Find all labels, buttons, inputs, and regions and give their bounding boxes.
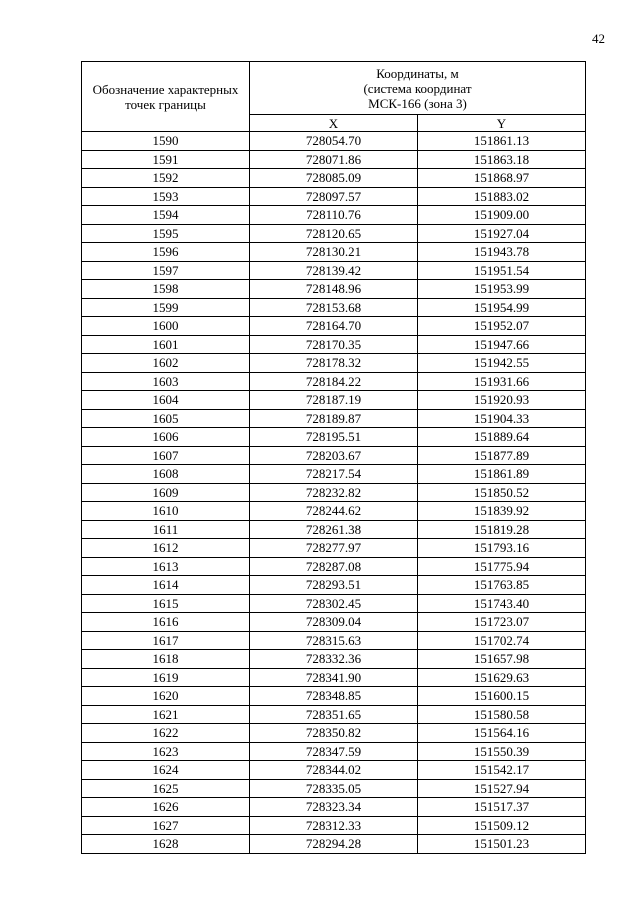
- cell-point-id: 1592: [82, 169, 250, 188]
- header-point-label: Обозначение характерных точек границы: [92, 81, 239, 112]
- cell-x: 728341.90: [250, 668, 418, 687]
- cell-x: 728312.33: [250, 816, 418, 835]
- cell-point-id: 1597: [82, 261, 250, 280]
- header-x: X: [250, 115, 418, 132]
- cell-y: 151542.17: [418, 761, 586, 780]
- table-row: [82, 298, 586, 317]
- cell-y: 151952.07: [418, 317, 586, 336]
- cell-x: 728350.82: [250, 724, 418, 743]
- cell-x: 728164.70: [250, 317, 418, 336]
- cell-y: 151775.94: [418, 557, 586, 576]
- table-row: [82, 261, 586, 280]
- cell-point-id: 1617: [82, 631, 250, 650]
- cell-y: 151564.16: [418, 724, 586, 743]
- cell-x: 728170.35: [250, 335, 418, 354]
- cell-point-id: 1608: [82, 465, 250, 484]
- cell-y: 151550.39: [418, 742, 586, 761]
- cell-y: 151904.33: [418, 409, 586, 428]
- cell-point-id: 1627: [82, 816, 250, 835]
- cell-x: 728071.86: [250, 150, 418, 169]
- table-row: [82, 761, 586, 780]
- cell-point-id: 1610: [82, 502, 250, 521]
- cell-y: 151793.16: [418, 539, 586, 558]
- cell-x: 728261.38: [250, 520, 418, 539]
- table-row: [82, 132, 586, 151]
- cell-x: 728130.21: [250, 243, 418, 262]
- table-row: [82, 687, 586, 706]
- cell-y: 151509.12: [418, 816, 586, 835]
- table-row: [82, 798, 586, 817]
- table-row: [82, 779, 586, 798]
- table-row: [82, 206, 586, 225]
- cell-point-id: 1596: [82, 243, 250, 262]
- cell-point-id: 1607: [82, 446, 250, 465]
- table-row: [82, 613, 586, 632]
- cell-y: 151839.92: [418, 502, 586, 521]
- cell-y: 151657.98: [418, 650, 586, 669]
- table-row: [82, 539, 586, 558]
- table-row: [82, 724, 586, 743]
- cell-y: 151920.93: [418, 391, 586, 410]
- cell-y: 151883.02: [418, 187, 586, 206]
- table-row: [82, 169, 586, 188]
- cell-x: 728335.05: [250, 779, 418, 798]
- cell-x: 728097.57: [250, 187, 418, 206]
- cell-y: 151743.40: [418, 594, 586, 613]
- table-row: [82, 576, 586, 595]
- cell-point-id: 1623: [82, 742, 250, 761]
- cell-point-id: 1599: [82, 298, 250, 317]
- cell-point-id: 1591: [82, 150, 250, 169]
- cell-y: 151861.89: [418, 465, 586, 484]
- cell-y: 151861.13: [418, 132, 586, 151]
- table-row: [82, 557, 586, 576]
- table-row: [82, 520, 586, 539]
- table-row: [82, 742, 586, 761]
- cell-x: 728189.87: [250, 409, 418, 428]
- cell-x: 728178.32: [250, 354, 418, 373]
- cell-y: 151763.85: [418, 576, 586, 595]
- cell-point-id: 1612: [82, 539, 250, 558]
- cell-y: 151947.66: [418, 335, 586, 354]
- header-coords-line2: (система координат: [363, 80, 472, 96]
- cell-y: 151909.00: [418, 206, 586, 225]
- cell-x: 728302.45: [250, 594, 418, 613]
- cell-x: 728120.65: [250, 224, 418, 243]
- header-point-designation: [82, 62, 250, 132]
- cell-y: 151954.99: [418, 298, 586, 317]
- cell-point-id: 1593: [82, 187, 250, 206]
- cell-y: 151931.66: [418, 372, 586, 391]
- cell-x: 728351.65: [250, 705, 418, 724]
- table-row: [82, 816, 586, 835]
- cell-y: 151600.15: [418, 687, 586, 706]
- cell-y: 151501.23: [418, 835, 586, 854]
- table-row: [82, 372, 586, 391]
- cell-point-id: 1620: [82, 687, 250, 706]
- header-y: Y: [418, 115, 586, 132]
- cell-x: 728085.09: [250, 169, 418, 188]
- cell-point-id: 1614: [82, 576, 250, 595]
- cell-point-id: 1622: [82, 724, 250, 743]
- header-coordinates: [250, 62, 586, 115]
- table-row: [82, 428, 586, 447]
- cell-x: 728332.36: [250, 650, 418, 669]
- table-header: [82, 62, 586, 132]
- table-row: [82, 594, 586, 613]
- cell-point-id: 1598: [82, 280, 250, 299]
- header-coords-line1: Координаты, м: [376, 65, 459, 81]
- cell-point-id: 1626: [82, 798, 250, 817]
- cell-point-id: 1590: [82, 132, 250, 151]
- cell-point-id: 1621: [82, 705, 250, 724]
- table-row: [82, 317, 586, 336]
- cell-x: 728344.02: [250, 761, 418, 780]
- cell-x: 728184.22: [250, 372, 418, 391]
- cell-x: 728323.34: [250, 798, 418, 817]
- cell-point-id: 1602: [82, 354, 250, 373]
- cell-y: 151527.94: [418, 779, 586, 798]
- cell-point-id: 1624: [82, 761, 250, 780]
- table-row: [82, 354, 586, 373]
- table-row: [82, 668, 586, 687]
- table-row: [82, 650, 586, 669]
- cell-y: 151953.99: [418, 280, 586, 299]
- cell-y: 151723.07: [418, 613, 586, 632]
- table-row: [82, 409, 586, 428]
- cell-x: 728309.04: [250, 613, 418, 632]
- table-row: [82, 835, 586, 854]
- table-row: [82, 150, 586, 169]
- cell-y: 151517.37: [418, 798, 586, 817]
- cell-point-id: 1601: [82, 335, 250, 354]
- table-row: [82, 502, 586, 521]
- cell-x: 728153.68: [250, 298, 418, 317]
- page-number: 42: [592, 31, 605, 46]
- cell-y: 151629.63: [418, 668, 586, 687]
- table-row: [82, 705, 586, 724]
- cell-y: 151819.28: [418, 520, 586, 539]
- cell-y: 151927.04: [418, 224, 586, 243]
- cell-x: 728217.54: [250, 465, 418, 484]
- cell-x: 728110.76: [250, 206, 418, 225]
- table-row: [82, 391, 586, 410]
- cell-point-id: 1595: [82, 224, 250, 243]
- cell-y: 151580.58: [418, 705, 586, 724]
- cell-x: 728348.85: [250, 687, 418, 706]
- cell-point-id: 1616: [82, 613, 250, 632]
- cell-x: 728244.62: [250, 502, 418, 521]
- cell-x: 728054.70: [250, 132, 418, 151]
- table-row: [82, 243, 586, 262]
- cell-point-id: 1628: [82, 835, 250, 854]
- cell-x: 728287.08: [250, 557, 418, 576]
- coordinates-table: [81, 61, 586, 854]
- cell-y: 151951.54: [418, 261, 586, 280]
- cell-point-id: 1600: [82, 317, 250, 336]
- table-body: [82, 132, 586, 854]
- table-row: [82, 465, 586, 484]
- cell-point-id: 1611: [82, 520, 250, 539]
- cell-x: 728294.28: [250, 835, 418, 854]
- table-row: [82, 446, 586, 465]
- table-row: [82, 187, 586, 206]
- table-row: [82, 224, 586, 243]
- cell-y: 151889.64: [418, 428, 586, 447]
- cell-x: 728315.63: [250, 631, 418, 650]
- cell-x: 728277.97: [250, 539, 418, 558]
- cell-y: 151863.18: [418, 150, 586, 169]
- cell-y: 151850.52: [418, 483, 586, 502]
- cell-y: 151877.89: [418, 446, 586, 465]
- cell-point-id: 1625: [82, 779, 250, 798]
- cell-y: 151702.74: [418, 631, 586, 650]
- cell-y: 151943.78: [418, 243, 586, 262]
- table-row: [82, 335, 586, 354]
- cell-x: 728148.96: [250, 280, 418, 299]
- cell-x: 728347.59: [250, 742, 418, 761]
- table-row: [82, 483, 586, 502]
- cell-point-id: 1615: [82, 594, 250, 613]
- cell-x: 728232.82: [250, 483, 418, 502]
- cell-point-id: 1603: [82, 372, 250, 391]
- header-coords-line3: МСК-166 (зона 3): [368, 95, 467, 111]
- cell-point-id: 1594: [82, 206, 250, 225]
- cell-point-id: 1619: [82, 668, 250, 687]
- cell-point-id: 1618: [82, 650, 250, 669]
- table-row: [82, 280, 586, 299]
- cell-point-id: 1606: [82, 428, 250, 447]
- cell-x: 728293.51: [250, 576, 418, 595]
- cell-y: 151942.55: [418, 354, 586, 373]
- cell-x: 728195.51: [250, 428, 418, 447]
- cell-x: 728203.67: [250, 446, 418, 465]
- cell-x: 728139.42: [250, 261, 418, 280]
- cell-point-id: 1605: [82, 409, 250, 428]
- cell-x: 728187.19: [250, 391, 418, 410]
- table-row: [82, 631, 586, 650]
- cell-point-id: 1613: [82, 557, 250, 576]
- cell-y: 151868.97: [418, 169, 586, 188]
- cell-point-id: 1609: [82, 483, 250, 502]
- cell-point-id: 1604: [82, 391, 250, 410]
